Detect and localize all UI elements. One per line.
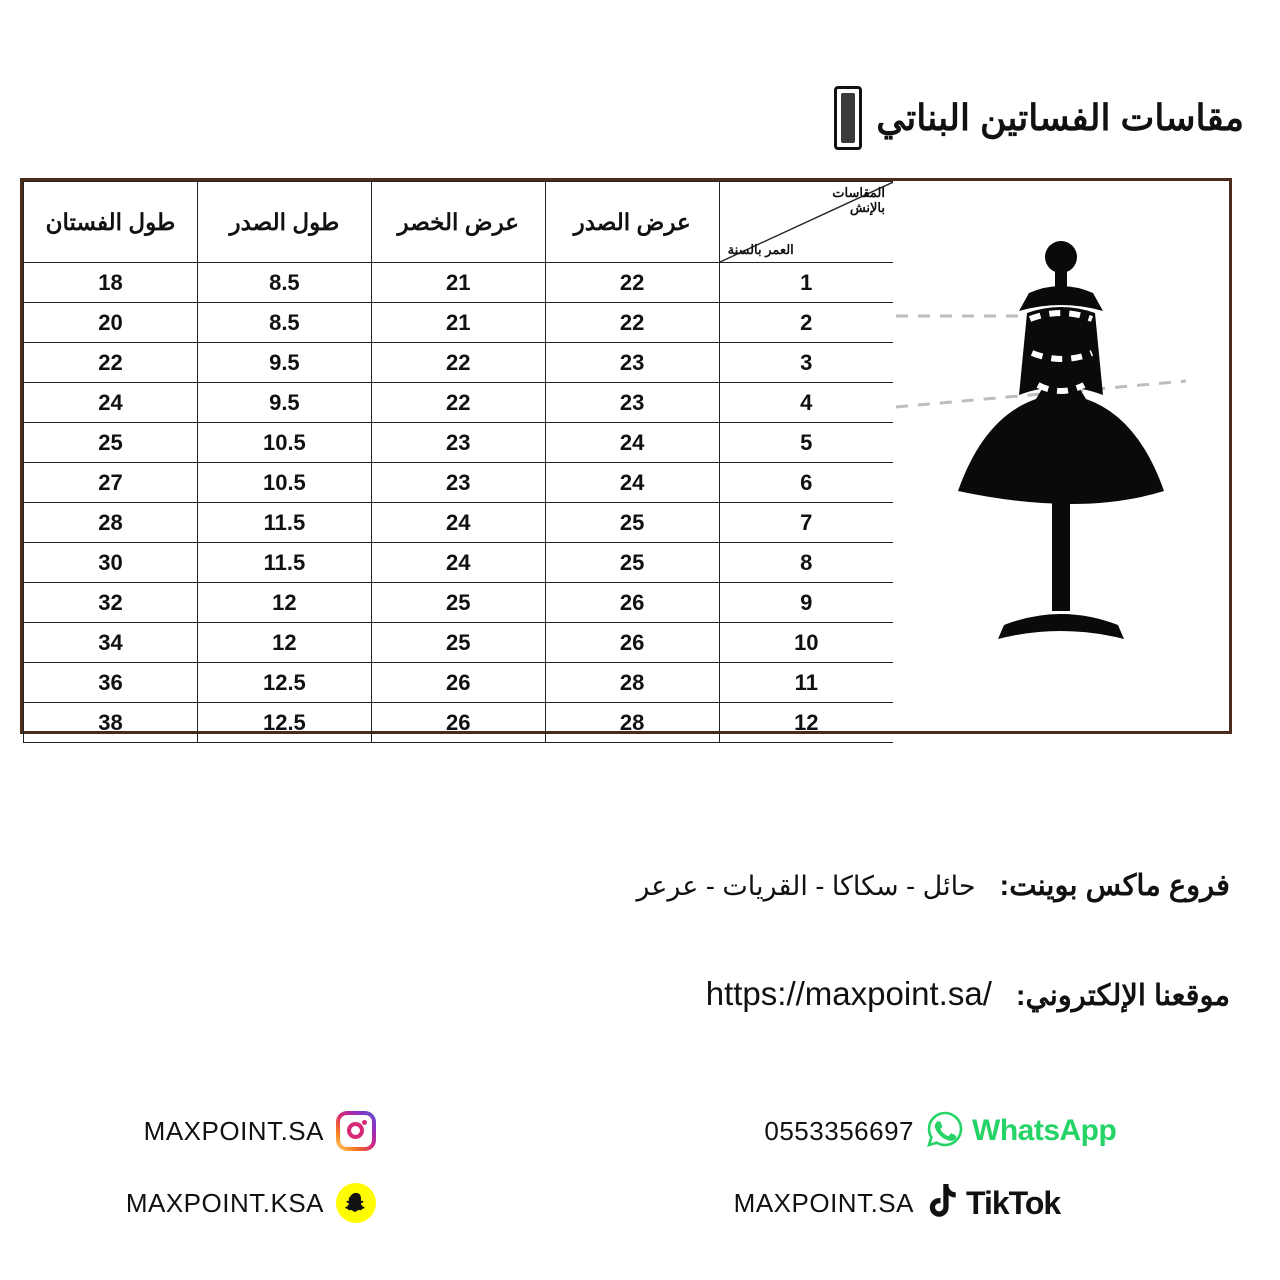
cell-dress-length: 32 (24, 583, 198, 623)
snapchat-handle-cell[interactable] (0, 1188, 330, 1219)
snapchat-icon (336, 1183, 376, 1223)
cell-chest-width: 26 (545, 583, 719, 623)
branches-label: فروع ماكس بوينت: (999, 870, 1230, 902)
table-row (24, 463, 894, 503)
table-corner-header (719, 182, 893, 263)
whatsapp-link[interactable] (920, 1110, 1220, 1153)
whatsapp-label: WhatsApp (972, 1114, 1117, 1147)
corner-label-top: المقاسات بالإنش (832, 185, 885, 215)
instagram-link[interactable] (0, 1116, 330, 1147)
cell-dress-length: 36 (24, 663, 198, 703)
marker-pen-icon (834, 86, 862, 150)
cell-age: 2 (719, 303, 893, 343)
cell-chest-width: 28 (545, 663, 719, 703)
tiktok-handle: MAXPOINT.SA (733, 1187, 914, 1218)
branches-info (40, 868, 1240, 903)
cell-age: 4 (719, 383, 893, 423)
cell-waist-width: 23 (371, 423, 545, 463)
cell-age: 3 (719, 343, 893, 383)
table-row (24, 583, 894, 623)
table-row (24, 303, 894, 343)
table-row (24, 663, 894, 703)
cell-chest-length: 8.5 (197, 303, 371, 343)
column-header-chest-width: عرض الصدر (545, 182, 719, 263)
instagram-icon-cell[interactable] (330, 1111, 620, 1151)
cell-chest-length: 12 (197, 623, 371, 663)
cell-chest-length: 11.5 (197, 543, 371, 583)
cell-age: 1 (719, 263, 893, 303)
cell-chest-length: 12 (197, 583, 371, 623)
cell-waist-width: 25 (371, 583, 545, 623)
cell-age: 12 (719, 703, 893, 743)
cell-chest-length: 9.5 (197, 343, 371, 383)
page-title: مقاسات الفساتين البناتي (876, 97, 1244, 138)
cell-age: 11 (719, 663, 893, 703)
table-row (24, 383, 894, 423)
website-label: موقعنا الإلكتروني: (1015, 980, 1230, 1012)
table-row (24, 503, 894, 543)
cell-chest-length: 10.5 (197, 463, 371, 503)
cell-waist-width: 22 (371, 343, 545, 383)
cell-chest-length: 8.5 (197, 263, 371, 303)
column-header-chest-length: طول الصدر (197, 182, 371, 263)
cell-waist-width: 24 (371, 543, 545, 583)
cell-dress-length: 18 (24, 263, 198, 303)
tiktok-icon (926, 1182, 960, 1225)
cell-chest-length: 11.5 (197, 503, 371, 543)
table-row (24, 423, 894, 463)
cell-age: 8 (719, 543, 893, 583)
cell-age: 5 (719, 423, 893, 463)
cell-dress-length: 27 (24, 463, 198, 503)
cell-chest-width: 22 (545, 263, 719, 303)
page-title-row (834, 86, 1244, 150)
cell-waist-width: 21 (371, 303, 545, 343)
cell-waist-width: 22 (371, 383, 545, 423)
table-row (24, 263, 894, 303)
tiktok-label: TikTok (966, 1184, 1061, 1221)
whatsapp-number: 0553356697 (764, 1115, 914, 1146)
branches-value: حائل - سكاكا - القريات - عرعر (636, 871, 976, 901)
cell-waist-width: 26 (371, 703, 545, 743)
dress-mannequin-illustration (893, 181, 1229, 731)
cell-chest-width: 28 (545, 703, 719, 743)
cell-dress-length: 30 (24, 543, 198, 583)
whatsapp-number-cell[interactable] (620, 1116, 920, 1147)
size-chart-card (20, 178, 1232, 734)
website-info (40, 975, 1240, 1013)
instagram-handle: MAXPOINT.SA (143, 1115, 324, 1146)
cell-waist-width: 23 (371, 463, 545, 503)
cell-chest-width: 23 (545, 383, 719, 423)
cell-age: 6 (719, 463, 893, 503)
cell-chest-length: 12.5 (197, 663, 371, 703)
cell-age: 10 (719, 623, 893, 663)
social-links (0, 1095, 1280, 1239)
cell-waist-width: 25 (371, 623, 545, 663)
cell-chest-width: 26 (545, 623, 719, 663)
cell-dress-length: 20 (24, 303, 198, 343)
cell-chest-length: 9.5 (197, 383, 371, 423)
column-header-dress-length: طول الفستان (24, 182, 198, 263)
cell-dress-length: 38 (24, 703, 198, 743)
table-row (24, 343, 894, 383)
snapchat-link[interactable] (330, 1183, 620, 1223)
table-row (24, 623, 894, 663)
cell-chest-width: 22 (545, 303, 719, 343)
cell-waist-width: 24 (371, 503, 545, 543)
size-table (23, 181, 893, 743)
cell-chest-width: 25 (545, 543, 719, 583)
tiktok-link[interactable] (920, 1182, 1220, 1225)
cell-dress-length: 22 (24, 343, 198, 383)
cell-dress-length: 25 (24, 423, 198, 463)
cell-dress-length: 24 (24, 383, 198, 423)
cell-dress-length: 28 (24, 503, 198, 543)
cell-age: 9 (719, 583, 893, 623)
cell-chest-width: 24 (545, 463, 719, 503)
cell-waist-width: 21 (371, 263, 545, 303)
table-row (24, 703, 894, 743)
website-url[interactable]: https://maxpoint.sa/ (705, 975, 992, 1012)
table-header-row (24, 182, 894, 263)
cell-chest-length: 10.5 (197, 423, 371, 463)
cell-chest-width: 24 (545, 423, 719, 463)
table-row (24, 543, 894, 583)
column-header-waist-width: عرض الخصر (371, 182, 545, 263)
tiktok-handle-cell[interactable] (620, 1188, 920, 1219)
whatsapp-icon (926, 1110, 964, 1153)
corner-label-bottom: العمر بالسنة (727, 242, 794, 258)
snapchat-handle: MAXPOINT.KSA (125, 1187, 324, 1218)
cell-chest-width: 23 (545, 343, 719, 383)
cell-waist-width: 26 (371, 663, 545, 703)
cell-dress-length: 34 (24, 623, 198, 663)
size-table-wrapper (23, 181, 893, 735)
instagram-icon (336, 1111, 376, 1151)
cell-age: 7 (719, 503, 893, 543)
cell-chest-width: 25 (545, 503, 719, 543)
cell-chest-length: 12.5 (197, 703, 371, 743)
